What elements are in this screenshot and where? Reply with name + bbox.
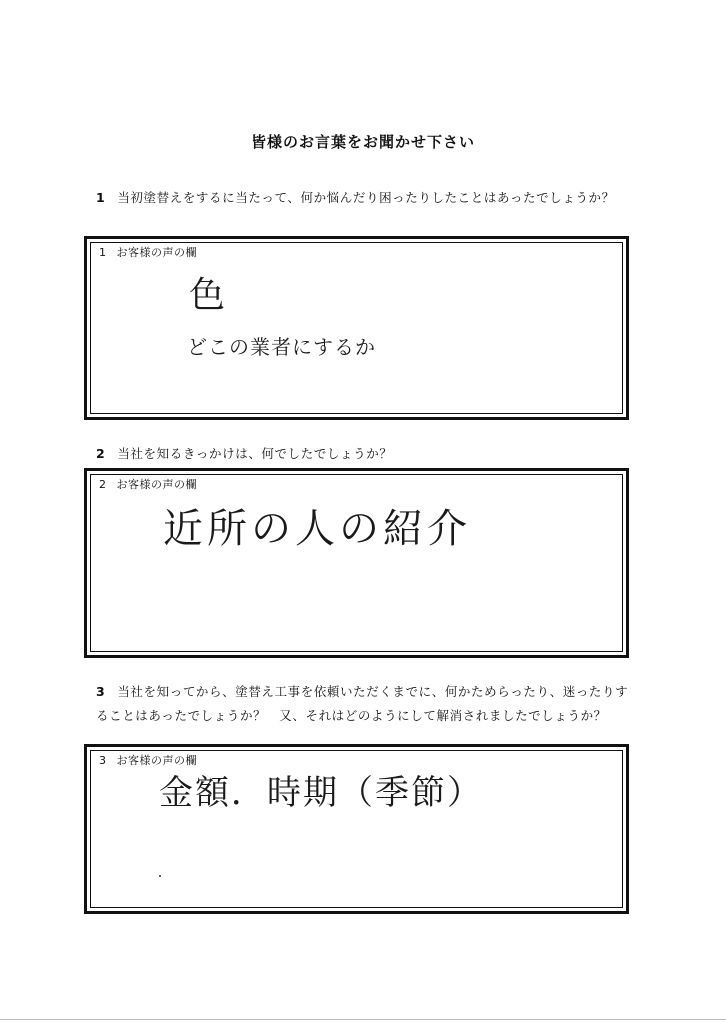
question-number: 3 [96, 684, 106, 699]
question-3 [96, 680, 636, 728]
handwritten-answer: 近所の人の紹介 [163, 506, 471, 552]
answer-box-2 [84, 468, 629, 658]
page-title: 皆様のお言葉をお聞かせ下さい [250, 133, 475, 151]
answer-box-3 [84, 744, 629, 914]
answer-box-1 [84, 236, 629, 420]
pen-mark [159, 875, 161, 877]
question-2 [96, 442, 636, 466]
question-number: 2 [96, 446, 106, 461]
question-1 [96, 186, 636, 210]
question-number: 1 [96, 190, 106, 205]
answer-box-label: 3 お客様の声の欄 [99, 754, 197, 767]
handwritten-answer: 金額．時期（季節） [159, 773, 483, 813]
answer-box-inner [90, 242, 623, 414]
handwritten-answer: 色 [189, 275, 226, 316]
question-text: 当社を知ってから、塗替え工事を依頼いただくまでに、何かためらったり、迷ったりすることはあったでしょうか？ 又、それはどのようにして解消されましたでしょうか？ [96, 684, 629, 723]
handwritten-answer: どこの業者にするか [187, 335, 376, 359]
question-text: 当社を知るきっかけは、何でしたでしょうか？ [117, 446, 393, 461]
question-text: 当初塗替えをするに当たって、何か悩んだり困ったりしたことはあったでしょうか？ [117, 190, 615, 205]
scan-edge-line [0, 1019, 726, 1020]
answer-box-label: 2 お客様の声の欄 [99, 478, 197, 491]
answer-box-label: 1 お客様の声の欄 [99, 246, 197, 259]
